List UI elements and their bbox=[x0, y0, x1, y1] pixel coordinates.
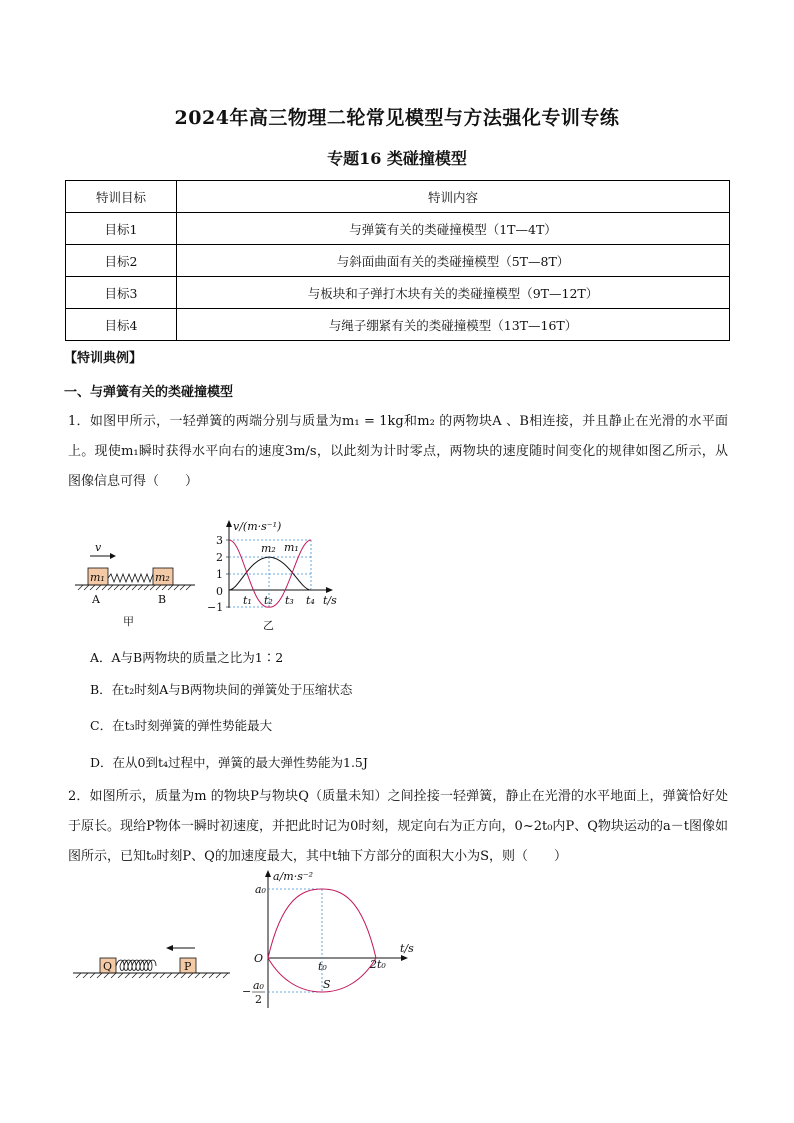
block-m1-label: m₁ bbox=[90, 571, 105, 584]
t0-label: t₀ bbox=[318, 960, 327, 973]
velocity-label: v bbox=[95, 541, 102, 554]
curve-m2 bbox=[229, 557, 311, 590]
v-tick-minus1: −1 bbox=[207, 601, 224, 614]
table-row bbox=[66, 309, 730, 341]
document-subtitle: 专题16 类碰撞模型 bbox=[327, 149, 467, 168]
a0-label: a₀ bbox=[255, 883, 266, 896]
table-cell-content: 与板块和子弹打木块有关的类碰撞模型（9T—12T） bbox=[177, 277, 730, 309]
q1-option-a: A．A与B两物块的质量之比为1∶2 bbox=[90, 650, 284, 665]
half-a0-denominator: 2 bbox=[255, 993, 262, 1006]
caption-jia: 甲 bbox=[123, 615, 134, 628]
t-axis-label: t/s bbox=[400, 942, 414, 955]
section-examples-heading: 【特训典例】 bbox=[64, 351, 143, 366]
t-tick-t2: t₂ bbox=[264, 594, 273, 607]
document-title: 2024年高三物理二轮常见模型与方法强化专训专练 bbox=[174, 107, 620, 129]
ground-hatch bbox=[78, 585, 191, 590]
question-1-text: 1．如图甲所示，一轻弹簧的两端分别与质量为m₁ = 1kg和m₂ 的两物块A 、B相连接，并且静止在光滑的水平面上。现使m₁瞬时获得水平向右的速度3m/s，以此刻为计时零点，两物块的速度随时间变化的规律如图乙所示，从图像信息可得（ ） bbox=[68, 414, 728, 489]
q2-figure-at-graph bbox=[240, 868, 420, 1018]
q2-figure-blocks bbox=[70, 935, 235, 985]
minus-sign: − bbox=[242, 985, 252, 998]
table-cell-content: 与绳子绷紧有关的类碰撞模型（13T—16T） bbox=[177, 309, 730, 341]
area-S-label: S bbox=[323, 978, 331, 991]
v-axis-label: v/(m·s⁻¹) bbox=[233, 520, 282, 533]
v-tick-1: 1 bbox=[216, 568, 223, 581]
q1-option-b: B．在t₂时刻A与B两物块间的弹簧处于压缩状态 bbox=[90, 682, 353, 697]
table-cell-target: 目标2 bbox=[66, 245, 177, 277]
label-A: A bbox=[92, 593, 100, 606]
table-row bbox=[66, 213, 730, 245]
t-tick-t3: t₃ bbox=[285, 594, 294, 607]
t-tick-t4: t₄ bbox=[306, 594, 315, 607]
curve-P bbox=[268, 889, 376, 958]
q1-figure-yi bbox=[205, 518, 345, 633]
block-m2-label: m₂ bbox=[155, 571, 170, 584]
table-row bbox=[66, 245, 730, 277]
origin-label: O bbox=[254, 952, 264, 965]
table-cell-target: 目标3 bbox=[66, 277, 177, 309]
caption-yi: 乙 bbox=[263, 619, 274, 632]
table-header-target: 特训目标 bbox=[66, 181, 177, 213]
question-2-text: 2．如图所示，质量为m 的物块P与物块Q（质量未知）之间拴接一轻弹簧，静止在光滑的水平地面上，弹簧恰好处于原长。现给P物体一瞬时初速度，并把此时记为0时刻，规定向右为正方向，0~2t₀内P、Q物块运动的a－t图像如图所示，已知t₀时刻P、Q的加速度最大，其中t轴下方部分的面积大小为S，则（ ） bbox=[68, 789, 728, 864]
q1-figure-jia bbox=[70, 535, 205, 630]
training-targets-table bbox=[65, 180, 730, 341]
label-B: B bbox=[158, 593, 167, 606]
table-cell-target: 目标4 bbox=[66, 309, 177, 341]
direction-arrowhead bbox=[166, 945, 173, 951]
v-tick-2: 2 bbox=[216, 551, 223, 564]
t-tick-t1: t₁ bbox=[243, 594, 252, 607]
t-axis-label: t/s bbox=[323, 594, 337, 607]
spring bbox=[116, 960, 156, 971]
table-cell-content: 与斜面曲面有关的类碰撞模型（5T—8T） bbox=[177, 245, 730, 277]
2t0-label: 2t₀ bbox=[370, 958, 386, 971]
spring bbox=[108, 574, 159, 582]
a-axis-arrow bbox=[265, 870, 271, 877]
reference-lines bbox=[268, 889, 322, 992]
block-Q-label: Q bbox=[103, 960, 113, 973]
table-row bbox=[66, 277, 730, 309]
section1-heading: 一、与弹簧有关的类碰撞模型 bbox=[64, 385, 234, 400]
block-P-label: P bbox=[184, 960, 192, 973]
curve-label-m1: m₁ bbox=[284, 541, 299, 554]
half-a0-numerator: a₀ bbox=[253, 979, 264, 992]
v-axis-arrow bbox=[226, 520, 232, 527]
t-axis-arrow bbox=[401, 955, 408, 961]
table-header-content: 特训内容 bbox=[177, 181, 730, 213]
t-axis-arrow bbox=[326, 587, 333, 593]
v-tick-3: 3 bbox=[216, 534, 223, 547]
velocity-arrowhead bbox=[110, 553, 116, 559]
q1-option-d: D．在从0到t₄过程中，弹簧的最大弹性势能为1.5J bbox=[90, 755, 368, 770]
ground-hatch bbox=[76, 973, 228, 978]
table-cell-content: 与弹簧有关的类碰撞模型（1T—4T） bbox=[177, 213, 730, 245]
q1-option-c: C．在t₃时刻弹簧的弹性势能最大 bbox=[90, 718, 273, 733]
a-axis-label: a/m·s⁻² bbox=[273, 870, 314, 883]
curve-label-m2: m₂ bbox=[261, 542, 276, 555]
v-tick-0: 0 bbox=[216, 585, 223, 598]
table-header-row bbox=[66, 181, 730, 213]
table-cell-target: 目标1 bbox=[66, 213, 177, 245]
